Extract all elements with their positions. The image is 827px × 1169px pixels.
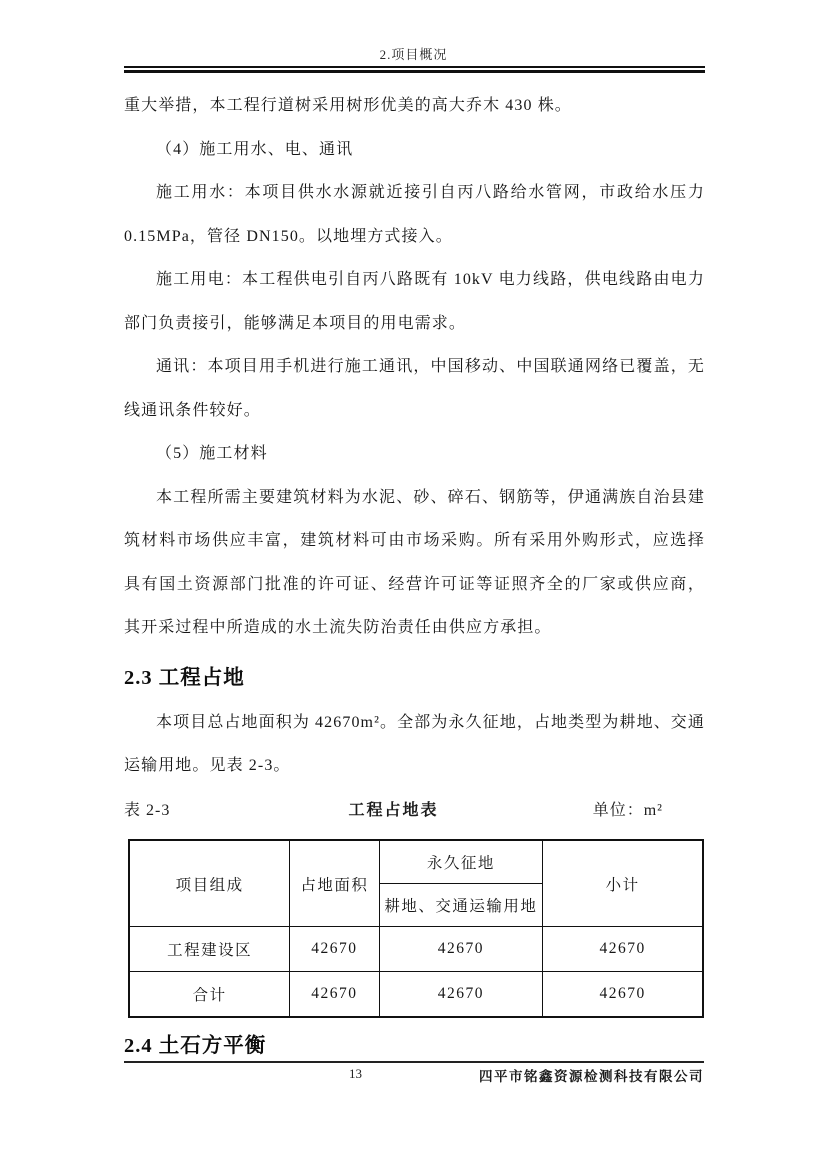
- section-heading-2-4: 2.4 土石方平衡: [124, 1035, 267, 1057]
- header-cell-land-types: 耕地、交通运输用地: [379, 884, 543, 927]
- cell-row-name: 工程建设区: [129, 927, 290, 972]
- paragraph: 施工用水：本项目供水水源就近接引自丙八路给水管网，市政给水压力0.15MPa，管径 DN150。以地埋方式接入。: [124, 184, 705, 245]
- cell-permanent: 42670: [379, 927, 543, 972]
- paragraph: 施工用电：本工程供电引自丙八路既有 10kV 电力线路，供电线路由电力部门负责接引，能够满足本项目的用电需求。: [124, 271, 705, 332]
- table-caption-label: 表 2-3: [124, 801, 171, 819]
- document-body: [124, 84, 705, 1069]
- header-cell-project-composition: 项目组成: [129, 840, 290, 927]
- land-occupation-table: [128, 839, 704, 1018]
- table-row: [129, 972, 703, 1018]
- cell-area: 42670: [290, 972, 379, 1018]
- paragraph: 通讯：本项目用手机进行施工通讯，中国移动、中国联通网络已覆盖，无线通讯条件较好。: [124, 358, 705, 419]
- cell-subtotal: 42670: [543, 972, 703, 1018]
- table-caption-unit: 单位：m²: [592, 801, 663, 819]
- paragraph: （4）施工用水、电、通讯: [156, 140, 354, 158]
- cell-subtotal: 42670: [543, 927, 703, 972]
- page-number: 13: [349, 1066, 362, 1081]
- table-row: [129, 927, 703, 972]
- header-cell-land-area: 占地面积: [290, 840, 379, 927]
- header-cell-permanent-acquisition: 永久征地: [379, 840, 543, 884]
- paragraph: （5）施工材料: [156, 445, 268, 462]
- table-caption-title: 工程占地表: [348, 801, 439, 819]
- cell-row-name: 合计: [129, 972, 290, 1018]
- footer-company-name: 四平市铭鑫资源检测科技有限公司: [479, 1069, 704, 1084]
- table-header-row: [129, 840, 703, 884]
- cell-permanent: 42670: [379, 972, 543, 1018]
- table-caption: [124, 789, 705, 833]
- header-title: 2.项目概况: [379, 47, 448, 62]
- header-rule: [124, 66, 705, 73]
- header-cell-subtotal: 小计: [543, 840, 703, 927]
- cell-area: 42670: [290, 927, 379, 972]
- paragraph: 本工程所需主要建筑材料为水泥、砂、碎石、钢筋等，伊通满族自治县建筑材料市场供应丰富，建筑材料可由市场采购。所有采用外购形式，应选择具有国土资源部门批准的许可证、经营许可证等证照齐全的厂家或供应商，其开采过程中所造成的水土流失防治责任由供应方承担。: [124, 488, 705, 636]
- footer-rule: [124, 1061, 704, 1063]
- paragraph: 重大举措，本工程行道树采用树形优美的高大乔木 430 株。: [124, 97, 572, 114]
- header-rule-thick-line: [124, 70, 705, 73]
- section-heading-2-3: 2.3 工程占地: [124, 666, 245, 689]
- paragraph: 本项目总占地面积为 42670m²。全部为永久征地，占地类型为耕地、交通运输用地。见表 2-3。: [124, 713, 705, 774]
